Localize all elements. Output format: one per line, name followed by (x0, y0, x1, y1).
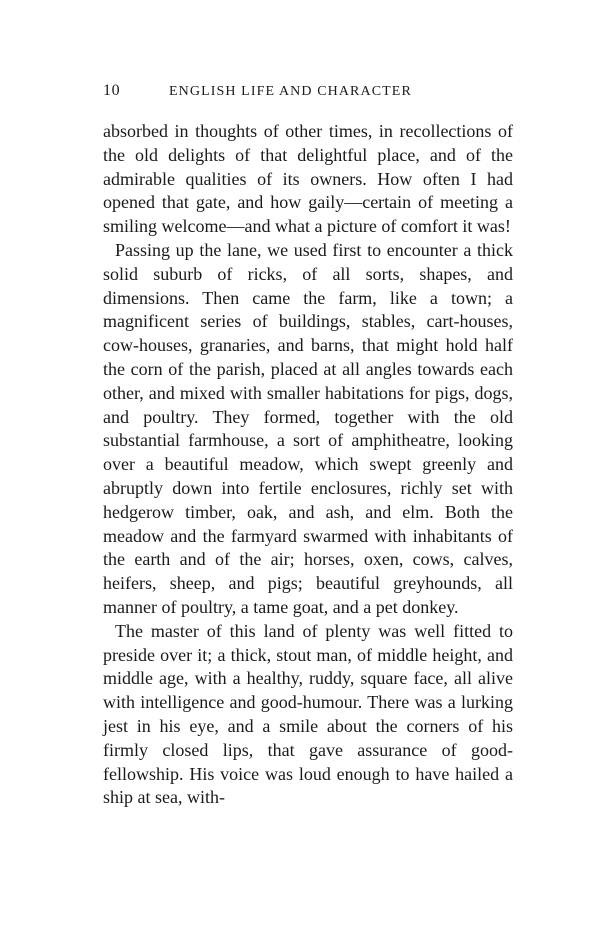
running-head (103, 82, 513, 106)
page-number: 10 (103, 82, 121, 99)
paragraph-farm-description: Passing up the lane, we used first to encounter a thick solid suburb of ricks, of all sorts, shapes, and dimensions. Then came the farm, like a town; a magnificent series of buildings, stables, cart-houses, cow-houses, granaries, and barns, that might hold half the corn of the parish, placed at all angles towards each other, and mixed with smaller habitations for pigs, dogs, and poultry. They formed, together with the old substantial farmhouse, a sort of amphitheatre, looking over a beautiful meadow, which swept greenly and abruptly down into fertile enclosures, richly set with hedgerow timber, oak, and ash, and elm. Both the meadow and the farmyard swarmed with inhabitants of the earth and of the air; horses, oxen, cows, calves, heifers, sheep, and pigs; beautiful greyhounds, all manner of poultry, a tame goat, and a pet donkey. (103, 239, 513, 617)
body-text (103, 120, 513, 810)
paragraph-continued: absorbed in thoughts of other times, in recollections of the old delights of that delightful place, and of the admirable qualities of its owners. How often I had opened that gate, and how gaily—certain of meeting a smiling welcome—and what a picture of comfort it was! (103, 121, 513, 237)
paragraph-master-description: The master of this land of plenty was well fitted to preside over it; a thick, stout man, of middle height, and middle age, with a healthy, ruddy, square face, all alive with intelligence and good-humour. There was a lurking jest in his eye, and a smile about the corners of his firmly closed lips, that gave assurance of good-fellowship. His voice was loud enough to have hailed a ship at sea, with- (103, 620, 513, 808)
running-title: ENGLISH LIFE AND CHARACTER (169, 84, 412, 99)
book-page (103, 82, 513, 810)
